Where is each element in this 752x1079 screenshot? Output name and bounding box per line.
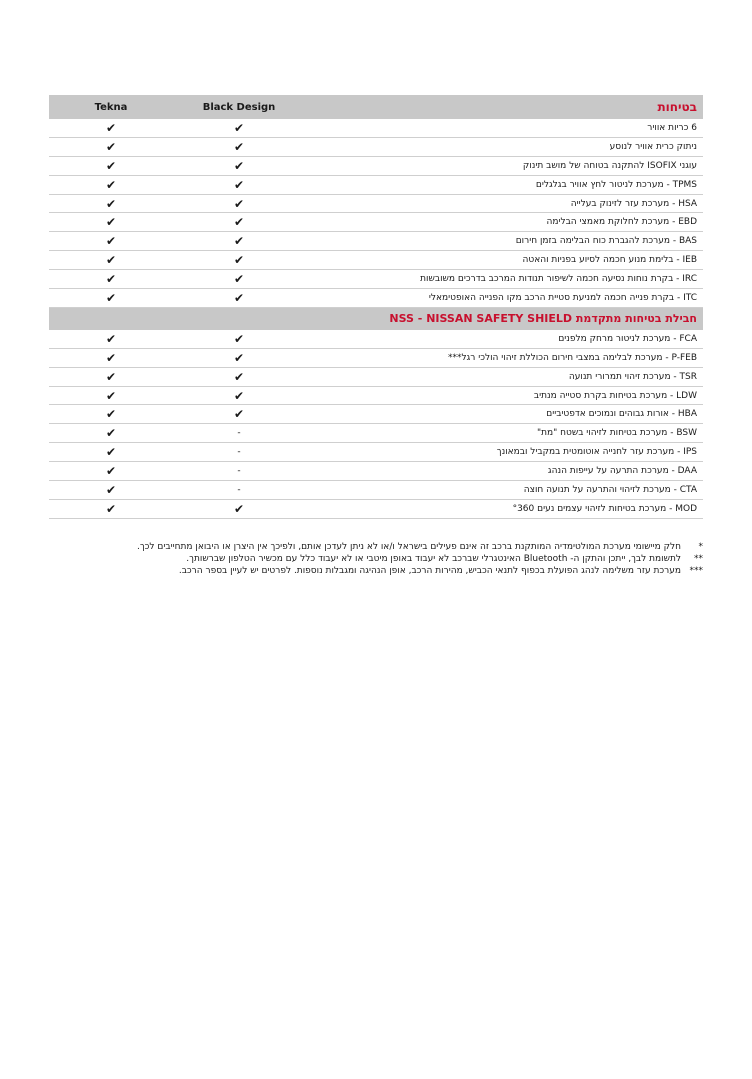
checkmark-icon: ✔ xyxy=(105,290,117,305)
checkmark-icon: ✔ xyxy=(105,407,117,422)
table-row xyxy=(49,349,703,368)
checkmark-icon: ✔ xyxy=(105,196,117,211)
checkmark-icon: ✔ xyxy=(105,158,117,173)
checkmark-icon: ✔ xyxy=(233,407,245,422)
checkmark-icon: ✔ xyxy=(105,369,117,384)
table-header: Tekna Black Design בטיחות xyxy=(49,95,703,119)
table-row xyxy=(49,443,703,462)
feature-description: HSA - מערכת עזר לזינוק בעלייה xyxy=(570,198,697,209)
checkmark-icon: ✔ xyxy=(233,196,245,211)
checkmark-icon: ✔ xyxy=(105,388,117,403)
table-row xyxy=(49,119,703,138)
checkmark-icon: ✔ xyxy=(105,464,117,479)
feature-description: TPMS - מערכת לניטור לחץ אוויר בגלגלים xyxy=(535,179,697,190)
footnotes xyxy=(49,541,703,577)
footnote-text: חלק מיישומי מערכת המולטימדיה המותקנת ברכב זה אינם פעילים בישראל ו/או לא ניתן לעדכן אותם, ולפיכך אין היצרן או היבואן מתחייבים לכך. xyxy=(136,542,681,552)
checkmark-icon: ✔ xyxy=(105,272,117,287)
feature-description: CTA - מערכת לזיהוי והתרעה על תנועה חוצה xyxy=(523,484,697,495)
checkmark-icon: ✔ xyxy=(105,234,117,249)
table-row xyxy=(49,481,703,500)
feature-description: 6 כריות אוויר xyxy=(647,122,697,133)
table-row xyxy=(49,251,703,270)
table-row xyxy=(49,330,703,349)
table-row xyxy=(49,138,703,157)
spec-table xyxy=(49,95,703,519)
checkmark-icon: ✔ xyxy=(233,501,245,516)
table-row xyxy=(49,157,703,176)
checkmark-icon: ✔ xyxy=(105,426,117,441)
table-row xyxy=(49,289,703,308)
not-available-mark: - xyxy=(237,447,241,458)
footnote xyxy=(49,565,703,577)
checkmark-icon: ✔ xyxy=(233,215,245,230)
table-row xyxy=(49,405,703,424)
checkmark-icon: ✔ xyxy=(233,272,245,287)
feature-description: LDW - מערכת בטיחות בקרת סטייה מנתיב xyxy=(533,390,697,401)
checkmark-icon: ✔ xyxy=(233,177,245,192)
not-available-mark: - xyxy=(237,484,241,495)
feature-description: EBD - מערכת לחלוקת מאמצי הבלימה xyxy=(546,217,697,228)
checkmark-icon: ✔ xyxy=(233,234,245,249)
feature-description: ניתוק כרית אוויר לנוסע xyxy=(609,141,697,152)
table-row xyxy=(49,213,703,232)
feature-description: עוגני ISOFIX להתקנה בטוחה של מושב תינוק xyxy=(522,160,697,171)
checkmark-icon: ✔ xyxy=(105,445,117,460)
checkmark-icon: ✔ xyxy=(233,350,245,365)
checkmark-icon: ✔ xyxy=(233,158,245,173)
checkmark-icon: ✔ xyxy=(105,501,117,516)
footnote-text: מערכת עזר משלימה לנהג הפועלת בכפוף לתנאי הכביש, מהירות הרכב, אופן הנהיגה ומגבלות נוספות. לפרטים יש לעיין בספר הרכב. xyxy=(178,566,681,576)
checkmark-icon: ✔ xyxy=(233,139,245,154)
table-row xyxy=(49,195,703,214)
feature-description: IPS - מערכת עזר לחנייה אוטומטית במקביל ובמאונך xyxy=(496,447,697,458)
checkmark-icon: ✔ xyxy=(233,331,245,346)
table-row xyxy=(49,270,703,289)
section-title-safety: בטיחות xyxy=(657,100,697,114)
feature-description: IEB - בלימת מנוע חכמה לסיוע בפניות והאטה xyxy=(522,255,697,266)
checkmark-icon: ✔ xyxy=(105,482,117,497)
table-row xyxy=(49,176,703,195)
checkmark-icon: ✔ xyxy=(233,120,245,135)
checkmark-icon: ✔ xyxy=(233,253,245,268)
checkmark-icon: ✔ xyxy=(105,177,117,192)
feature-description: DAA - מערכת התרעה על עייפות הנהג xyxy=(547,466,697,477)
footnote xyxy=(49,553,703,565)
table-row xyxy=(49,500,703,519)
feature-description: ITC - בקרת פנייה חכמה למניעת סטיית הרכב מקו הפנייה האופטימאלי xyxy=(428,292,697,303)
not-available-mark: - xyxy=(237,466,241,477)
feature-description: TSR - מערכת זיהוי תמרורי תנועה xyxy=(568,371,697,382)
feature-description: MOD - מערכת בטיחות לזיהוי עצמים נעים °360 xyxy=(512,503,697,514)
footnote-marker: *** xyxy=(689,566,703,576)
table-row xyxy=(49,462,703,481)
footnote-text: לתשומת לבך, ייתכן והתקן ה- Bluetooth האינטגרלי שברכב לא יעבוד באופן מיטבי או לא יעבוד כלל עם מכשיר הטלפון שברשותך. xyxy=(186,554,681,564)
footnote-marker: * xyxy=(698,542,703,552)
feature-description: BSW - מערכת בטיחות לזיהוי בשטח "מת" xyxy=(536,428,697,439)
feature-description: P-FEB - מערכת לבלימה במצבי חירום הכוללת זיהוי הולכי רגל*** xyxy=(447,352,697,363)
checkmark-icon: ✔ xyxy=(233,290,245,305)
table-row xyxy=(49,232,703,251)
checkmark-icon: ✔ xyxy=(105,120,117,135)
nss-header xyxy=(49,308,703,330)
nss-rows xyxy=(49,330,703,519)
checkmark-icon: ✔ xyxy=(105,331,117,346)
table-row xyxy=(49,424,703,443)
checkmark-icon: ✔ xyxy=(105,350,117,365)
checkmark-icon: ✔ xyxy=(105,215,117,230)
feature-description: BAS - מערכת להגברת כוח הבלימה בזמן חירום xyxy=(515,236,697,247)
feature-description: IRC - בקרת נוחות נסיעה חכמה לשיפור תנודות המרכב בדרכים משובשות xyxy=(420,274,697,285)
footnote-marker: ** xyxy=(694,554,703,564)
table-row xyxy=(49,368,703,387)
section-title-nss: חבילת בטיחות מתקדמת NSS - NISSAN SAFETY SHIELD xyxy=(389,312,697,326)
checkmark-icon: ✔ xyxy=(105,139,117,154)
not-available-mark: - xyxy=(237,428,241,439)
footnote xyxy=(49,541,703,553)
safety-rows xyxy=(49,119,703,308)
checkmark-icon: ✔ xyxy=(233,388,245,403)
feature-description: HBA - אורות גבוהים ונמוכים אדפטיביים xyxy=(546,409,697,420)
checkmark-icon: ✔ xyxy=(233,369,245,384)
feature-description: FCA - מערכת לניטור מרחק מלפנים xyxy=(558,333,697,344)
table-row xyxy=(49,387,703,406)
checkmark-icon: ✔ xyxy=(105,253,117,268)
